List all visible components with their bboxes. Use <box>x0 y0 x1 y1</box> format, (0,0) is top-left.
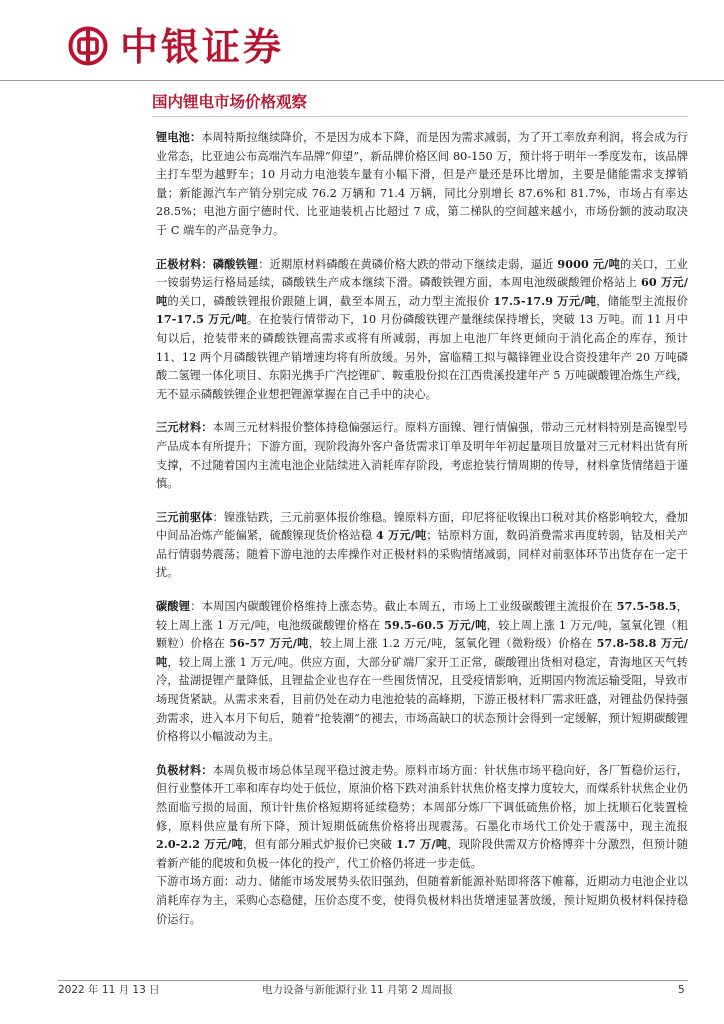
paragraph-text: 的关口，磷酸铁锂报价跟随上调，截至本周五，动力型主流报价 <box>167 294 494 308</box>
paragraph <box>156 598 688 747</box>
highlighted-text: 59.5-60.5 万元/吨 <box>384 618 487 632</box>
paragraph-text: ，但有部分厢式炉报价已突破 <box>243 838 397 852</box>
section-title: 国内锂电市场价格观察 <box>152 93 308 111</box>
paragraph-text: 下游市场方面：动力、储能市场发展势头依旧强劲，但随着新能源补贴即将落下帷幕，近期动力电池企业以消耗库存为主，采购心态稳健，压价态度不变，使得负极材料出货增速显著放缓，预计短期负极材料保持稳价运行。 <box>156 875 688 926</box>
highlighted-text: 9000 元/吨 <box>557 257 620 271</box>
paragraph-text: 。在抢装行情带动下，10 月份磷酸铁锂产量继续保持增长，突破 13 万吨。而 11 月中旬以后，抢装带来的磷酸铁锂高需求或将有所减弱，再加上电池厂年终更倾向于消化高企的库存，预计 11、12 两个月磷酸铁锂产销增速均将有所放缓。另外，富临精工拟与赣锋锂业设合资投建年产 20 万吨磷酸二氢锂一体化项目、东阳光携手广汽挖锂矿、鞍重股份拟在江西贵溪投建年产 5 万吨碳酸锂冶炼生产线，无不显示磷酸铁锂企业想把锂源掌握在自己手中的决心。 <box>156 313 688 401</box>
paragraph-text: ；钴原料方面，数码消费需求再度转弱，钴及相关产品行情弱势震荡；随着下游电池的去库操作对正极材料的采购情绪减弱，同样对前驱体环节出货存在一定干扰。 <box>156 529 688 580</box>
footer-report-title: 电力设备与新能源行业 11 月第 2 周周报 <box>262 984 453 996</box>
paragraph-text: ：近期原材料磷酸在黄磷价格大跌的带动下继续走弱，逼近 <box>258 257 558 271</box>
paragraph <box>156 873 688 929</box>
highlighted-text: 56-57 万元/吨 <box>229 637 309 651</box>
footer-divider <box>58 980 688 981</box>
page-header <box>0 0 724 84</box>
paragraph <box>156 256 688 405</box>
paragraph-text: 本周特斯拉继续降价，不是因为成本下降，而是因为需求减弱，为了开工率放弃利润，将会成为行业常态，比亚迪公布高端汽车品牌“仰望”，新品牌价格区间 80-150 万，预计将于明年一季度发布，该品牌主打车型为越野车；10 月动力电池装车量有小幅下滑，但是产量还是环比增加，主要是储能需求支撑销量；新能源汽车产销分别完成 76.2 万辆和 71.4 万辆，同比分别增长 87.6%和 81.7%，市场占有率达 28.5%；电池方面宁德时代、比亚迪装机占比超过 7 成，第二梯队的空间越来越小，市场份额的波动取决于 C 端车的产品竞争力。 <box>156 131 688 237</box>
report-body <box>156 129 688 944</box>
footer-date: 2022 年 11 月 13 日 <box>58 984 160 996</box>
highlighted-text: 57.8-58.8 万元/吨 <box>156 637 688 669</box>
paragraph-lead: 碳酸锂 <box>156 600 191 614</box>
paragraph <box>156 419 688 493</box>
paragraph-lead: 锂电池： <box>156 131 202 144</box>
highlighted-text: 4 万元/吨 <box>375 529 427 543</box>
highlighted-text: 60 万元/吨 <box>156 276 688 308</box>
paragraph-text: 本周负极市场总体呈现平稳过渡走势。原料市场方面：针状焦市场平稳向好，各厂暂稳价运行，但行业整体开工率和库存均处于低位，原油价格下跌对油系针状焦价格支撑力度较大，而煤系针状焦企业仍然面临亏损的局面，预计针焦价格短期将延续稳势；本周部分炼厂下调低硫焦价格，加上抚顺石化装置检修，原料供应量有所下降，预计短期低硫焦价格将出现震荡。石墨化市场代工价处于震荡中，现主流报 <box>156 763 689 833</box>
paragraph-lead: 三元前驱体 <box>156 510 213 524</box>
brand-name: 中银证券 <box>120 24 285 69</box>
paragraph-text: ，储能型主流报价 <box>596 294 688 308</box>
paragraph-text: ，较上周上涨 1.2 万元/吨，氢氧化锂（微粉级）价格在 <box>308 637 597 651</box>
paragraph-text: ，较上周上涨 1 万元/吨，氢氧化锂（粗颗粒）价格在 <box>156 618 688 651</box>
highlighted-text: 17-17.5 万元/吨 <box>156 313 248 327</box>
section-title-divider <box>152 116 688 117</box>
highlighted-text: 2.0-2.2 万元/吨 <box>156 838 244 852</box>
paragraph-text: ，现阶段供需双方价格博弈十分激烈，但预计随着新产能的爬坡和负极一体化的投产，代工价格仍将进一步走低。 <box>156 838 688 870</box>
highlighted-text: 57.5-58.5 <box>616 600 677 614</box>
paragraph-text: 本周三元材料报价整体持稳偏强运行。原料方面镍、锂行情偏强，带动三元材料特别是高镍型号产品成本有所提升；下游方面，现阶段海外客户备货需求订单及明年年初起量项目放量对三元材料出货有所支撑，不过随着国内主流电池企业陆续进入消耗库存阶段，考虑抢装行情周期的传导，材料拿货情绪趋于谨慎。 <box>156 421 689 491</box>
header-divider <box>0 80 724 81</box>
paragraph-text: ：镍涨钴跌，三元前驱体报价维稳。镍原料方面，印尼将征收镍出口税对其价格影响较大，叠加中间品冶炼产能偏紧，硫酸镍现货价格站稳 <box>156 510 689 543</box>
page-number: 5 <box>678 984 685 996</box>
paragraph-text: ，较上周上涨 1 万元/吨，电池级碳酸锂价格在 <box>156 600 688 632</box>
paragraph-lead: 三元材料： <box>156 421 213 435</box>
highlighted-text: 1.7 万/吨 <box>396 838 448 852</box>
highlighted-text: 磷酸铁锂 <box>212 257 259 271</box>
paragraph-lead: 负极材料： <box>156 763 213 777</box>
paragraph-text: ，较上周上涨 1 万元/吨。供应方面，大部分矿端厂家开工正常，碳酸锂出货相对稳定，青海地区天气转冷，盐湖提锂产量降低，且锂盐企业也存在一些囤货情况，且受疫情影响，近期国内物流运输受阻，导致市场现货紧缺。从需求来看，目前仍处在动力电池抢装的高峰期，下游正极材料厂需求旺盛，对锂盐仍保持强劲需求，进入本月下旬后，随着“抢装潮”的褪去，市场高缺口的状态预计会得到一定缓解，预计短期碳酸锂价格将以小幅波动为主。 <box>156 655 688 744</box>
paragraph-text: 的关口，工业一铵弱势运行格局延续，磷酸铁生产成本继续下滑。磷酸铁锂方面，本周电池级碳酸锂价格站上 <box>156 257 688 290</box>
paragraph-text: ：本周国内碳酸锂价格维持上涨态势。截止本周五，市场上工业级碳酸锂主流报价在 <box>190 600 617 614</box>
paragraph <box>156 129 688 241</box>
bank-of-china-logo-icon <box>68 26 108 66</box>
paragraph-lead: 正极材料： <box>156 257 213 271</box>
highlighted-text: 17.5-17.9 万元/吨 <box>493 294 597 308</box>
paragraph <box>156 762 688 874</box>
paragraph <box>156 509 688 583</box>
